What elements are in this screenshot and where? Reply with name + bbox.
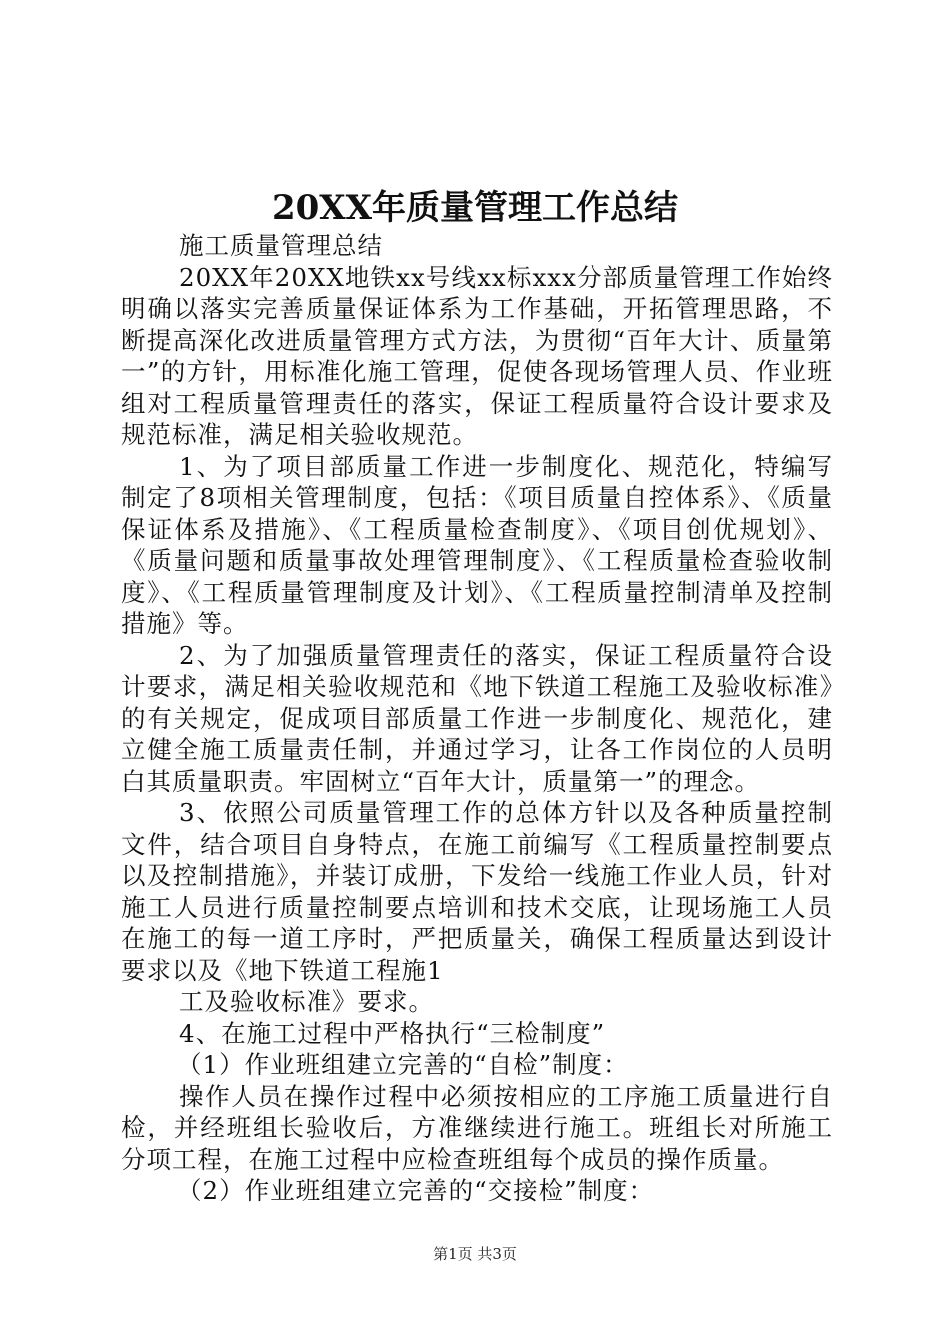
paragraph-subtitle: 施工质量管理总结 (179, 231, 383, 260)
document-title: 20XX年质量管理工作总结 (271, 188, 679, 228)
paragraph-subitem-2-heading: （2）作业班组建立完善的“交接检”制度： (177, 1176, 655, 1205)
document-body (121, 230, 833, 1207)
paragraph-item-2: 2、为了加强质量管理责任的落实，保证工程质量符合设计要求，满足相关验收规范和《地下铁道工程施工及验收标准》的有关规定，促成项目部质量工作进一步制度化、规范化，建立健全施工质量责任制，并通过学习，让各工作岗位的人员明白其质量职责。牢固树立“百年大计，质量第一”的理念。 (121, 640, 833, 796)
paragraph-item-3: 3、依照公司质量管理工作的总体方针以及各种质量控制文件，结合项目自身特点，在施工前编写《工程质量控制要点以及控制措施》，并装订成册，下发给一线施工作业人员，针对施工人员进行质量控制要点培训和技术交底，让现场施工人员在施工的每一道工序时，严把质量关，确保工程质量达到设计要求以及《地下铁道工程施1 (121, 798, 833, 985)
page-footer: 第1页 共3页 (433, 1245, 517, 1263)
paragraph-intro: 20XX年20XX地铁xx号线xx标xxx分部质量管理工作始终明确以落实完善质量保证体系为工作基础，开拓管理思路，不断提高深化改进质量管理方式方法，为贯彻“百年大计、质量第一”的方针，用标准化施工管理，促使各现场管理人员、作业班组对工程质量管理责任的落实，保证工程质量符合设计要求及规范标准，满足相关验收规范。 (121, 262, 833, 449)
paragraph-item-4: 4、在施工过程中严格执行“三检制度” (179, 1018, 606, 1048)
paragraph-item-3-continued: 工及验收标准》要求。 (179, 987, 434, 1016)
paragraph-subitem-1-body: 操作人员在操作过程中必须按相应的工序施工质量进行自检，并经班组长验收后，方准继续进行施工。班组长对所施工分项工程，在施工过程中应检查班组每个成员的操作质量。 (121, 1081, 833, 1174)
paragraph-item-1: 1、为了项目部质量工作进一步制度化、规范化，特编写制定了8项相关管理制度，包括：《项目质量自控体系》、《质量保证体系及措施》、《工程质量检查制度》、《项目创优规划》、《质量问题和质量事故处理管理制度》、《工程质量检查验收制度》、《工程质量管理制度及计划》、《工程质量控制清单及控制措施》等。 (121, 451, 833, 638)
paragraph-subitem-1-heading: （1）作业班组建立完善的“自检”制度： (177, 1050, 629, 1079)
